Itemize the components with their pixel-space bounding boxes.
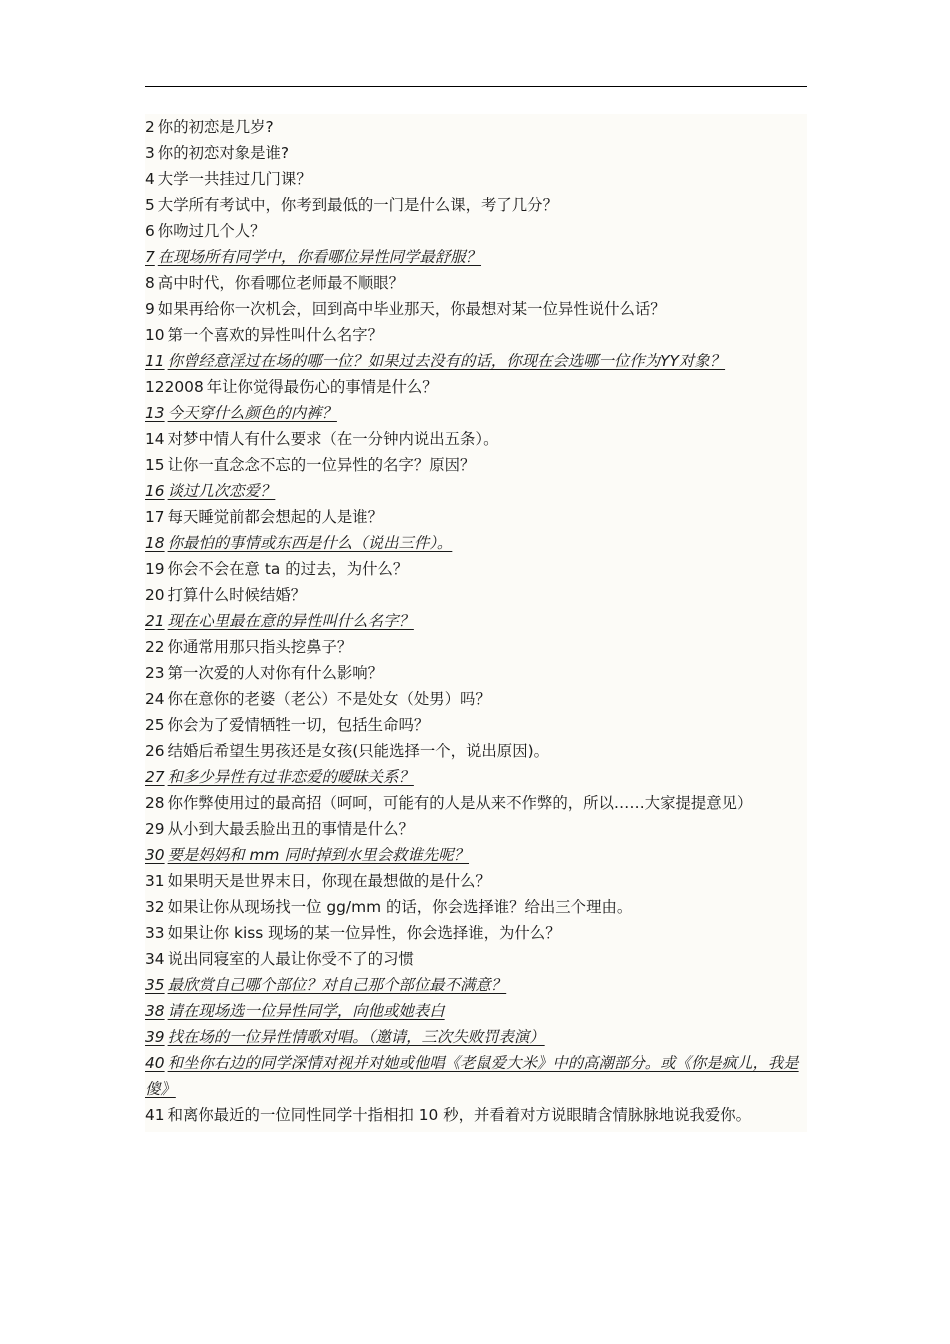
question-item <box>145 348 807 374</box>
question-item <box>145 972 807 998</box>
question-item <box>145 1102 807 1128</box>
question-item <box>145 478 807 504</box>
question-item <box>145 218 807 244</box>
question-text: 从小到大最丢脸出丑的事情是什么？ <box>167 820 414 838</box>
question-text: 你通常用那只指头挖鼻子？ <box>167 638 353 656</box>
question-text: 第一次爱的人对你有什么影响？ <box>167 664 384 682</box>
question-number: 40 <box>145 1054 165 1072</box>
question-text: 你会不会在意 ta 的过去，为什么？ <box>167 560 409 578</box>
question-item <box>145 192 807 218</box>
question-text: 第一个喜欢的异性叫什么名字？ <box>167 326 384 344</box>
question-item <box>145 998 807 1024</box>
question-text: 如果再给你一次机会，回到高中毕业那天，你最想对某一位异性说什么话？ <box>157 300 666 318</box>
question-item <box>145 1050 807 1102</box>
question-number: 33 <box>145 924 165 942</box>
question-number: 20 <box>145 586 165 604</box>
question-item <box>145 634 807 660</box>
question-item <box>145 452 807 478</box>
question-item <box>145 296 807 322</box>
question-number: 41 <box>145 1106 165 1124</box>
question-item <box>145 504 807 530</box>
question-item <box>145 1024 807 1050</box>
question-item <box>145 868 807 894</box>
question-number: 29 <box>145 820 165 838</box>
question-text: 高中时代，你看哪位老师最不顺眼？ <box>157 274 405 292</box>
question-item <box>145 946 807 972</box>
question-text: 结婚后希望生男孩还是女孩(只能选择一个，说出原因)。 <box>167 742 549 760</box>
question-item <box>145 426 807 452</box>
question-text: 找在场的一位异性情歌对唱。（邀请，三次失败罚表演） <box>167 1028 545 1046</box>
question-number: 13 <box>145 404 165 422</box>
question-item <box>145 842 807 868</box>
question-number: 28 <box>145 794 165 812</box>
question-item <box>145 816 807 842</box>
question-item <box>145 920 807 946</box>
question-number: 7 <box>145 248 155 266</box>
question-text: 请在现场选一位异性同学，向他或她表白 <box>167 1002 445 1020</box>
question-item <box>145 114 807 140</box>
question-number: 32 <box>145 898 165 916</box>
question-item <box>145 556 807 582</box>
question-text: 如果明天是世界末日，你现在最想做的是什么？ <box>167 872 491 890</box>
question-number: 39 <box>145 1028 165 1046</box>
question-text: 大学一共挂过几门课？ <box>157 170 312 188</box>
question-number: 26 <box>145 742 165 760</box>
question-number: 31 <box>145 872 165 890</box>
question-text: 你会为了爱情牺牲一切，包括生命吗？ <box>167 716 430 734</box>
question-number: 17 <box>145 508 165 526</box>
question-list <box>145 114 807 1132</box>
question-text: 你吻过几个人？ <box>157 222 266 240</box>
question-number: 15 <box>145 456 165 474</box>
question-number: 18 <box>145 534 165 552</box>
question-text: 你作弊使用过的最高招（呵呵，可能有的人是从来不作弊的，所以……大家提提意见） <box>167 794 753 812</box>
question-item <box>145 322 807 348</box>
question-number: 5 <box>145 196 155 214</box>
question-number: 6 <box>145 222 155 240</box>
question-text: 要是妈妈和 mm 同时掉到水里会救谁先呢？ <box>167 846 470 864</box>
question-number: 23 <box>145 664 165 682</box>
question-number: 11 <box>145 352 165 370</box>
question-number: 10 <box>145 326 165 344</box>
question-text: 现在心里最在意的异性叫什么名字？ <box>167 612 414 630</box>
question-text: 每天睡觉前都会想起的人是谁？ <box>167 508 384 526</box>
question-text: 你的初恋是几岁? <box>157 118 274 136</box>
question-number: 38 <box>145 1002 165 1020</box>
question-text: 如果让你 kiss 现场的某一位异性，你会选择谁，为什么？ <box>167 924 561 942</box>
question-item <box>145 608 807 634</box>
question-number: 25 <box>145 716 165 734</box>
question-item <box>145 790 807 816</box>
question-text: 让你一直念念不忘的一位异性的名字？原因？ <box>167 456 476 474</box>
question-item <box>145 244 807 270</box>
question-item <box>145 374 807 400</box>
question-item <box>145 660 807 686</box>
question-item <box>145 270 807 296</box>
question-text: 如果让你从现场找一位 gg/mm 的话，你会选择谁？给出三个理由。 <box>167 898 633 916</box>
question-number: 14 <box>145 430 165 448</box>
header-rule <box>145 86 807 87</box>
question-text: 年让你觉得最伤心的事情是什么？ <box>206 378 438 396</box>
question-item <box>145 738 807 764</box>
question-text: 说出同寝室的人最让你受不了的习惯 <box>167 950 414 968</box>
question-text: 和多少异性有过非恋爱的暧昧关系？ <box>167 768 414 786</box>
question-text: 你在意你的老婆（老公）不是处女（处男）吗？ <box>167 690 491 708</box>
question-number: 2 <box>145 118 155 136</box>
question-number: 9 <box>145 300 155 318</box>
question-text: 大学所有考试中，你考到最低的一门是什么课，考了几分？ <box>157 196 558 214</box>
question-item <box>145 712 807 738</box>
question-number: 27 <box>145 768 165 786</box>
question-number: 19 <box>145 560 165 578</box>
question-text: 对梦中情人有什么要求（在一分钟内说出五条）。 <box>167 430 499 448</box>
question-item <box>145 400 807 426</box>
question-item <box>145 764 807 790</box>
question-number: 3 <box>145 144 155 162</box>
question-number: 34 <box>145 950 165 968</box>
question-item <box>145 140 807 166</box>
question-number: 30 <box>145 846 165 864</box>
question-number: 122008 <box>145 378 204 396</box>
question-item <box>145 894 807 920</box>
question-number: 4 <box>145 170 155 188</box>
question-item <box>145 582 807 608</box>
question-text: 你的初恋对象是谁? <box>157 144 290 162</box>
question-item <box>145 530 807 556</box>
question-number: 22 <box>145 638 165 656</box>
question-text: 今天穿什么颜色的内裤？ <box>167 404 337 422</box>
question-item <box>145 166 807 192</box>
question-text: 谈过几次恋爱？ <box>167 482 276 500</box>
question-text: 和坐你右边的同学深情对视并对她或他唱《老鼠爱大米》中的高潮部分。或《你是疯儿，我是傻》 <box>145 1054 799 1098</box>
question-text: 在现场所有同学中，你看哪位异性同学最舒服？ <box>157 248 482 266</box>
question-text: 打算什么时候结婚？ <box>167 586 307 604</box>
question-text: 和离你最近的一位同性同学十指相扣 10 秒，并看着对方说眼睛含情脉脉地说我爱你。 <box>167 1106 752 1124</box>
question-number: 8 <box>145 274 155 292</box>
question-text: 你最怕的事情或东西是什么（说出三件）。 <box>167 534 453 552</box>
question-number: 24 <box>145 690 165 708</box>
question-text: 你曾经意淫过在场的哪一位？如果过去没有的话，你现在会选哪一位作为YY对象？ <box>167 352 726 370</box>
question-text: 最欣赏自己哪个部位？对自己那个部位最不满意？ <box>167 976 507 994</box>
question-number: 35 <box>145 976 165 994</box>
question-number: 16 <box>145 482 165 500</box>
question-number: 21 <box>145 612 165 630</box>
question-item <box>145 686 807 712</box>
